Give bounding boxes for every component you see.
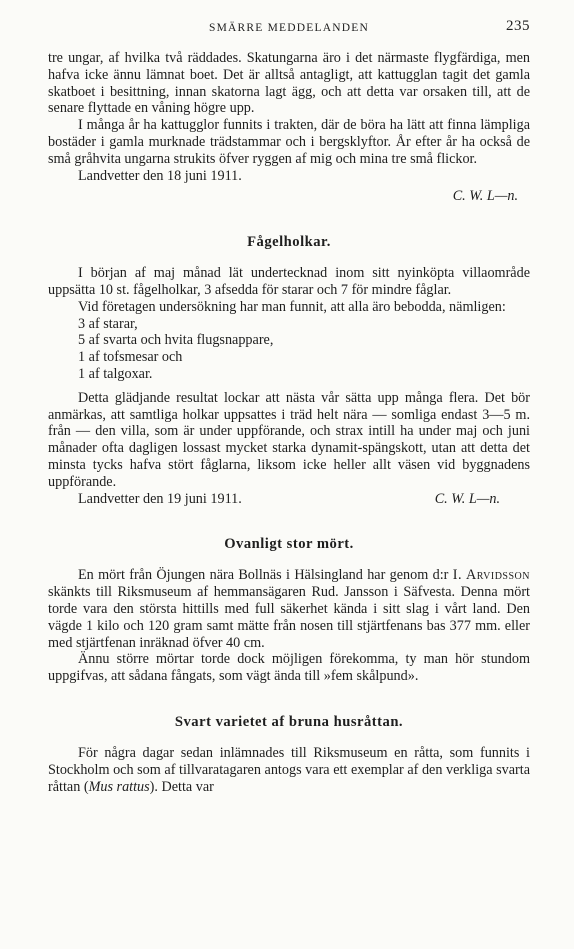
paragraph-text: ). Detta var bbox=[149, 778, 214, 795]
article-title: Fågelholkar. bbox=[247, 234, 331, 251]
species-name: Mus rattus bbox=[88, 778, 150, 795]
article-title: Ovanligt stor mört. bbox=[224, 536, 354, 553]
running-title: SMÄRRE MEDDELANDEN bbox=[209, 22, 369, 34]
signature: C. W. L—n. bbox=[434, 490, 500, 507]
page-content bbox=[48, 50, 530, 795]
signature: C. W. L—n. bbox=[452, 188, 518, 205]
person-name: I. Arvidsson bbox=[452, 567, 530, 584]
list-item: 1 af talgoxar. bbox=[78, 365, 153, 382]
page-number: 235 bbox=[506, 18, 530, 34]
place-date: Landvetter den 19 juni 1911. bbox=[78, 490, 242, 507]
place-date: Landvetter den 18 juni 1911. bbox=[78, 167, 242, 184]
article-title: Svart varietet af bruna husråttan. bbox=[174, 713, 404, 730]
place-date-signature bbox=[48, 491, 530, 508]
paragraph-text: skänkts till Riksmuseum af hemmansägaren Rud. Jansson i Säfvesta. Denna mört torde vara den största hittills med full säkerhet kända i sitt slag i vårt land. Den vägde 1 kilo och 120 gram samt mätte från nosen till stjärtfenans bas 377 mm. eller med stjärtfenan inräknad öfver 40 cm. bbox=[48, 584, 530, 651]
list-item: 5 af svarta och hvita flugsnappare, bbox=[78, 332, 274, 349]
paragraph-text: För några dagar sedan inlämnades till Riksmuseum en råtta, som funnits i Stockholm och som af tillvaratagaren antogs vara ett exemplar af den verkliga svarta råttan ( bbox=[48, 744, 530, 795]
paragraph: Vid företagen undersökning har man funnit, att alla äro bebodda, nämligen: bbox=[78, 298, 506, 315]
paragraph: tre ungar, af hvilka två räddades. Skatungarna äro i det närmaste flygfärdiga, men hafva icke ännu lämnat boet. Det är alltså antagligt, att kattugglan tagit det gamla skatboet i besittning, innan skatorna lagt ägg, och att detta var orsaken till, att de senare flyttade en våning högre upp. bbox=[48, 50, 530, 117]
bird-list bbox=[48, 316, 530, 383]
page-header bbox=[48, 20, 530, 38]
paragraph: Detta glädjande resultat lockar att nästa vår sätta upp många flera. Det bör anmärkas, att samtliga holkar uppsattes i träd helt nära — somliga endast 3—5 m. från — den villa, som är under uppförande, och strax intill ha under maj och juni månader ofta dagligen lossast mycket starka dynamit-spängskott, utan att detta det minsta tycks hafva stört fåglarna, liksom icke heller allt väsen vid byggnadens uppförande. bbox=[48, 389, 530, 490]
paragraph: I många år ha kattugglor funnits i trakten, där de böra ha lätt att finna lämpliga bostäder i gamla murknade trädstammar och i bergsklyftor. År efter år ha också de små gråhvita ungarna strukits öfver ryggen af mig och mina tre små flickor. bbox=[48, 117, 530, 167]
list-item: 3 af starar, bbox=[78, 315, 138, 332]
paragraph bbox=[48, 745, 530, 795]
paragraph: Ännu större mörtar torde dock möjligen förekomma, ty man hör stundom uppgifvas, att sådana fångats, som vägt ända till »fem skålpund». bbox=[48, 651, 530, 685]
paragraph: I början af maj månad lät undertecknad inom sitt nyinköpta villaområde uppsätta 10 st. fågelholkar, 3 afsedda för starar och 7 för mindre fåglar. bbox=[48, 265, 530, 298]
list-item: 1 af tofsmesar och bbox=[78, 349, 183, 366]
paragraph bbox=[48, 567, 530, 651]
paragraph-text: En mört från Öjungen nära Bollnäs i Hälsingland har genom d:r bbox=[78, 567, 453, 584]
